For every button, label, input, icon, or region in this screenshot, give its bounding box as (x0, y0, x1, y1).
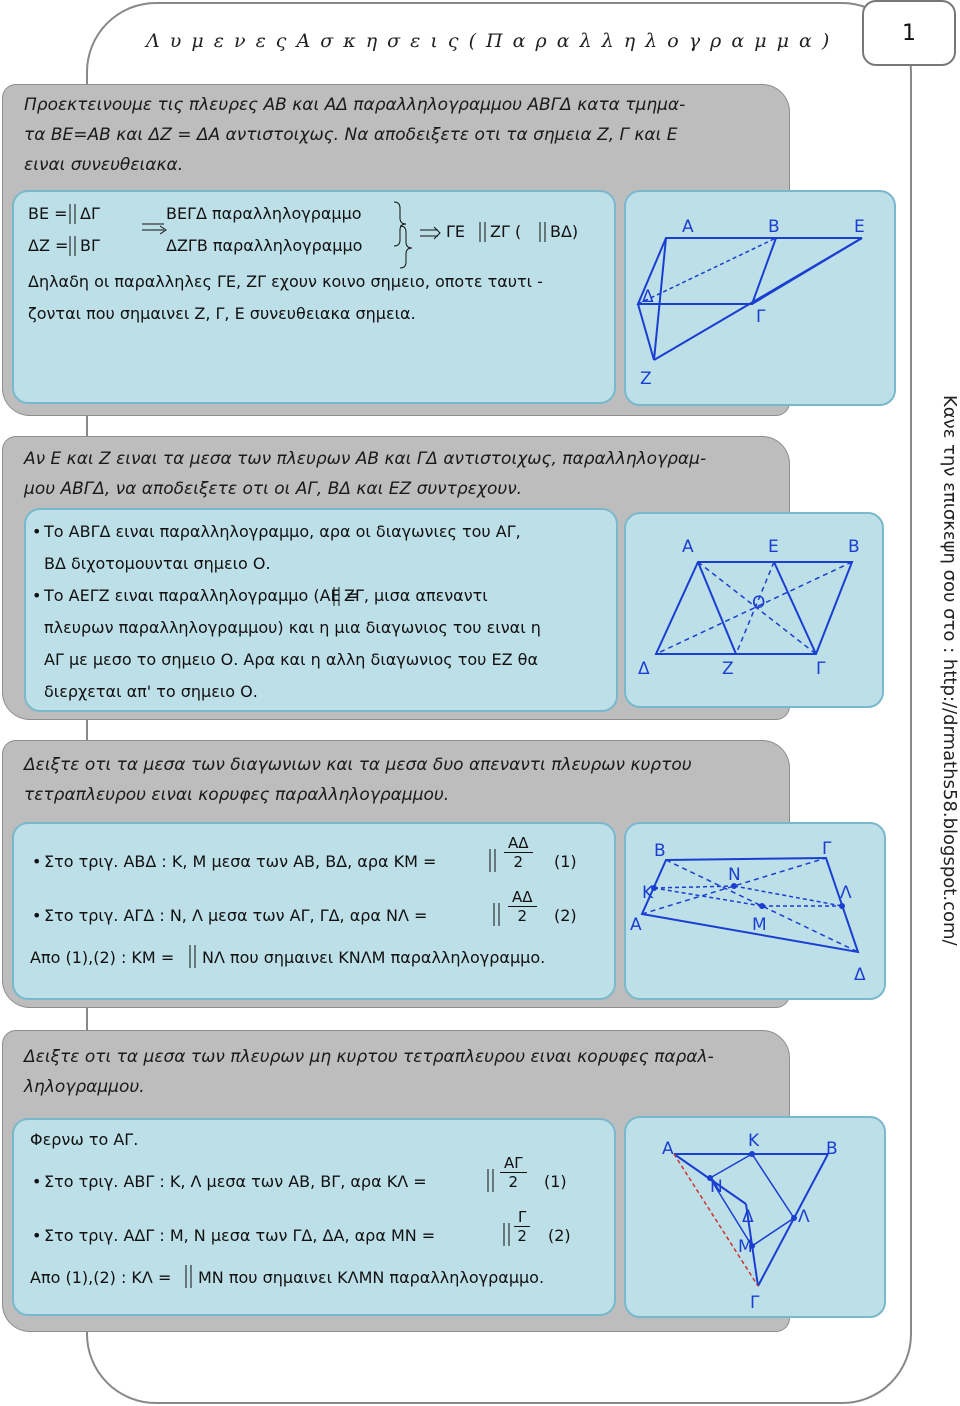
ex4-concl-a: Απο (1),(2) : ΚΛ = (30, 1268, 172, 1287)
label-Z: Ζ (722, 659, 734, 679)
label-L: Λ (840, 883, 852, 903)
ex3-concl-a: Απο (1),(2) : ΚΜ = (30, 948, 175, 967)
proof-line-1a: ΒΕ = (28, 204, 68, 223)
proof-line-2b: ΒΓ (80, 236, 100, 255)
ex2-line-3b: ΖΓ, μισα απεναντι (344, 586, 488, 605)
parallel-symbol (186, 944, 200, 970)
proof-text-1: Δηλαδη οι παραλληλες ΓΕ, ΖΓ εχουν κοινο σημειο, οποτε ταυτι - (28, 272, 543, 291)
exercise-2-figure (626, 514, 882, 706)
label-A: Α (682, 217, 694, 237)
label-B: Β (768, 217, 780, 237)
proof-concl-b: ΖΓ ( (490, 222, 522, 241)
ex2-line-1: • Το ΑΒΓΔ ειναι παραλληλογραμμο, αρα οι διαγωνιες του ΑΓ, (44, 522, 521, 542)
exercise-3-statement: Δειξτε οτι τα μεσα των διαγωνιων και τα μεσα δυο απεναντι πλευρων κυρτου τετραπλευρου ειναι κορυφες παραλληλογραμμου. (24, 755, 692, 805)
label-D: Δ (642, 287, 654, 307)
proof-concl-c: ΒΔ) (550, 222, 579, 241)
exercise-2-figure-panel (624, 512, 884, 708)
exercise-4-figure-panel (624, 1116, 886, 1318)
label-B: Β (848, 537, 860, 557)
ex2-line-5: ΑΓ με μεσο το σημειο Ο. Αρα και η αλλη διαγωνιος του ΕΖ θα (44, 650, 539, 669)
label-N: Ν (710, 1177, 723, 1197)
exercise-4-statement: Δειξτε οτι τα μεσα των πλευρων μη κυρτου τετραπλευρου ειναι κορυφες παραλ- ληλογραμμου. (24, 1047, 714, 1097)
label-Z: Ζ (640, 369, 652, 389)
exercise-3-figure-panel (624, 822, 886, 1000)
ref-1: (1) (554, 852, 577, 871)
exercise-3-proof (12, 822, 616, 1000)
fraction-1: $\frac{A\Delta}{2}$ (504, 834, 533, 871)
ex2-line-2: ΒΔ διχοτομουνται σημειο Ο. (44, 554, 271, 573)
proof-line-1b: ΔΓ (80, 204, 100, 223)
proof-text-2: ζονται που σημαινει Ζ, Γ, Ε συνευθειακα σημεια. (28, 304, 416, 323)
label-M: Μ (752, 915, 767, 935)
parallel-symbol (490, 902, 504, 928)
ref-2: (2) (554, 906, 577, 925)
label-G: Γ (816, 659, 826, 679)
ref-1: (1) (544, 1172, 567, 1191)
proof-concl-a: ΓΕ (446, 222, 466, 241)
proof-line-2c: ΔΖΓΒ παραλληλογραμμο (166, 236, 363, 255)
ex2-line-6: διερχεται απ' το σημειο Ο. (44, 682, 258, 701)
label-G: Γ (750, 1293, 760, 1313)
parallel-symbol (484, 1168, 498, 1194)
fraction-2: $\frac{A\Delta}{2}$ (508, 888, 537, 925)
exercise-1-statement: Προεκτεινουμε τις πλευρες ΑΒ και ΑΔ παραλληλογραμμου ΑΒΓΔ κατα τμημα- τα ΒΕ=ΑΒ και ΔΖ = ΔΑ αντιστοιχως. Να αποδειξετε οτι τα σημεια Ζ, Γ και Ε ειναι συνευθειακα. (24, 95, 686, 175)
label-N: Ν (728, 865, 741, 885)
exercise-1-proof (12, 190, 616, 404)
label-A: Α (630, 915, 642, 935)
side-url-text[interactable]: Κανε την επισκεψη σου στο : http://drmaths58.blogspot.com/ (939, 395, 960, 946)
label-B: Β (826, 1139, 838, 1159)
ex2-line-3: • Το ΑΕΓΖ ειναι παραλληλογραμμο (ΑΕ = (44, 586, 359, 606)
exercise-1-figure (626, 192, 894, 404)
parallel-symbol (486, 848, 500, 874)
proof-line-2a: ΔΖ = (28, 236, 69, 255)
ex3-line-2: • Στο τριγ. ΑΓΔ : Ν, Λ μεσα των ΑΓ, ΓΔ, αρα ΝΛ = (44, 906, 427, 926)
ex2-line-4: πλευρων παραλληλογραμμου) και η μια διαγωνιος του ειναι η (44, 618, 541, 637)
exercise-4-figure (626, 1118, 884, 1316)
exercise-1-figure-panel (624, 190, 896, 406)
label-E: Ε (854, 217, 865, 237)
label-M: Μ (738, 1237, 753, 1257)
ex4-line-2: • Στο τριγ. ΑΔΓ : Μ, Ν μεσα των ΓΔ, ΔΑ, αρα ΜΝ = (44, 1226, 435, 1246)
proof-line-1c: ΒΕΓΔ παραλληλογραμμο (166, 204, 362, 223)
fraction-1: $\frac{A\Gamma}{2}$ (500, 1154, 527, 1191)
label-K: Κ (642, 883, 654, 903)
ex4-line-1: • Στο τριγ. ΑΒΓ : Κ, Λ μεσα των ΑΒ, ΒΓ, αρα ΚΛ = (44, 1172, 427, 1192)
label-O: Ο (752, 593, 766, 613)
parallel-symbol (500, 1222, 514, 1248)
ex4-intro: Φερνω το ΑΓ. (30, 1130, 139, 1149)
label-K: Κ (748, 1131, 760, 1151)
label-L: Λ (798, 1207, 810, 1227)
quadrilateral (642, 858, 858, 952)
parallel-symbol (182, 1264, 196, 1290)
ex3-line-1: • Στο τριγ. ΑΒΔ : Κ, Μ μεσα των ΑΒ, ΒΔ, αρα ΚΜ = (44, 852, 436, 872)
label-D: Δ (638, 659, 650, 679)
label-E: Ε (768, 537, 779, 557)
label-G: Γ (756, 307, 766, 327)
label-B: Β (654, 841, 666, 861)
page-number: 1 (862, 0, 956, 66)
ex3-concl-b: ΝΛ που σημαινει ΚΝΛΜ παραλληλογραμμο. (202, 948, 546, 967)
ref-2: (2) (548, 1226, 571, 1245)
label-D: Δ (742, 1207, 754, 1227)
label-G: Γ (822, 839, 832, 859)
parallel-symbol (330, 586, 344, 608)
label-A: Α (662, 1139, 674, 1159)
exercise-2-statement: Αν Ε και Ζ ειναι τα μεσα των πλευρων ΑΒ και ΓΔ αντιστοιχως, παραλληλογραμ- μου ΑΒΓΔ, να αποδειξετε οτι οι ΑΓ, ΒΔ και ΕΖ συντρεχουν. (24, 449, 707, 499)
label-A: Α (682, 537, 694, 557)
exercise-2-proof (24, 508, 618, 712)
label-D: Δ (854, 965, 866, 985)
exercise-3-figure (626, 824, 884, 998)
ex4-concl-b: ΜΝ που σημαινει ΚΛΜΝ παραλληλογραμμο. (198, 1268, 545, 1287)
exercise-4-proof (12, 1118, 616, 1316)
page-title: Λ υ μ ε ν ε ς Α σ κ η σ ε ι ς ( Π α ρ α λ λ η λ ο γ ρ α μ μ α ) (146, 30, 832, 52)
fraction-2: $\frac{\Gamma}{2}$ (514, 1208, 530, 1245)
